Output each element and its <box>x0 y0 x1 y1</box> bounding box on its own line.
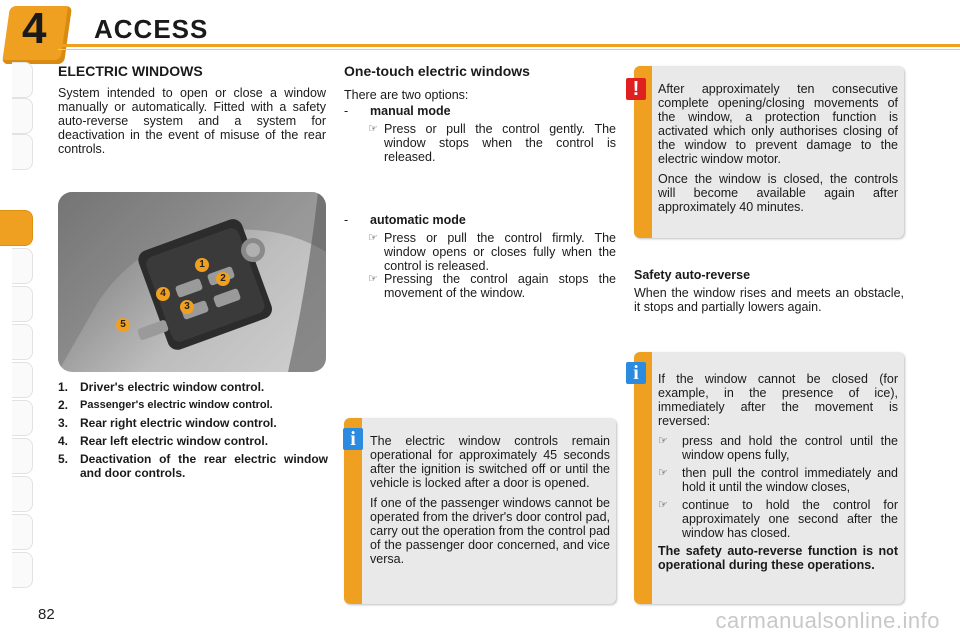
chapter-number: 4 <box>22 4 47 53</box>
side-tab-active[interactable] <box>0 210 33 246</box>
chapter-title: ACCESS <box>94 14 209 44</box>
option-dash: - <box>344 213 349 227</box>
bullet-text: continue to hold the control for approximately one second after the window has closed. <box>682 498 898 540</box>
box-accent-stripe <box>634 352 652 604</box>
side-tab[interactable] <box>12 286 33 322</box>
automatic-bullet <box>368 231 616 273</box>
hand-pointer-icon: ☞ <box>658 467 668 479</box>
info-icon: i <box>343 428 363 450</box>
side-tab[interactable] <box>12 362 33 398</box>
item-text: Rear right electric window control. <box>80 416 277 430</box>
photo-callout: 3 <box>180 300 194 314</box>
warning-icon: ! <box>626 78 646 100</box>
item-number: 5. <box>58 452 69 466</box>
hand-pointer-icon: ☞ <box>368 273 378 285</box>
bullet-text: Press or pull the control gently. The window stops when the control is released. <box>384 122 616 164</box>
warning-box-content <box>658 82 898 220</box>
info-box-content <box>658 372 898 578</box>
warning-paragraph: Once the window is closed, the controls will become available again after approximately 40 minutes. <box>658 172 898 214</box>
info-note: The safety auto-reverse function is not operational during these operations. <box>658 544 898 572</box>
info-paragraph: The electric window controls remain operational for approximately 45 seconds after the ignition is switched off or until the vehicle is locked after a door is opened. <box>370 434 610 490</box>
manual-bullet <box>368 122 616 164</box>
photo-callout: 2 <box>216 272 230 286</box>
item-number: 1. <box>58 380 69 394</box>
intro-text: System intended to open or close a window manually or automatically. Fitted with a safety auto-reverse system and a system for deactivation in the event of misuse of the rear controls. <box>58 86 326 156</box>
bullet-text: press and hold the control until the window opens fully, <box>682 434 898 462</box>
item-number: 3. <box>58 416 69 430</box>
safety-text: When the window rises and meets an obstacle, it stops and partially lowers again. <box>634 286 904 314</box>
list-item <box>58 452 328 480</box>
hand-pointer-icon: ☞ <box>368 123 378 135</box>
side-tab[interactable] <box>12 476 33 512</box>
side-tab[interactable] <box>12 62 33 98</box>
item-text: Deactivation of the rear electric window and door controls. <box>80 452 328 480</box>
info-box-controls <box>344 418 616 604</box>
side-tab[interactable] <box>12 248 33 284</box>
bullet-text: then pull the control immediately and hold it until the window closes, <box>682 466 898 494</box>
option-automatic-label: automatic mode <box>370 213 466 227</box>
item-text: Passenger's electric window control. <box>80 399 273 411</box>
window-controls-photo <box>58 192 326 372</box>
door-panel-illustration <box>58 192 326 372</box>
list-item <box>58 398 328 412</box>
bullet-text: Pressing the control again stops the movement of the window. <box>384 272 616 300</box>
photo-callout: 4 <box>156 287 170 301</box>
page-number: 82 <box>38 606 55 623</box>
header-rule-thin <box>58 49 960 50</box>
bullet-text: Press or pull the control firmly. The window opens or closes fully when the control is released. <box>384 231 616 273</box>
options-intro: There are two options: <box>344 88 469 102</box>
warning-paragraph: After approximately ten consecutive complete opening/closing movements of the window, a protection function is activated which only authorises closing of the window to prevent damage to the electric window motor. <box>658 82 898 166</box>
item-text: Rear left electric window control. <box>80 434 269 448</box>
side-tab[interactable] <box>12 400 33 436</box>
list-item <box>658 498 898 540</box>
side-tab[interactable] <box>12 98 33 134</box>
info-box-auto-reverse <box>634 352 904 604</box>
info-icon: i <box>626 362 646 384</box>
item-text: Driver's electric window control. <box>80 380 265 394</box>
chapter-side-tabs <box>0 62 36 582</box>
automatic-bullet <box>368 272 616 300</box>
side-tab[interactable] <box>12 514 33 550</box>
side-tab[interactable] <box>12 438 33 474</box>
section-title: ELECTRIC WINDOWS <box>58 63 203 79</box>
side-tab[interactable] <box>12 134 33 170</box>
hand-pointer-icon: ☞ <box>658 435 668 447</box>
list-item <box>58 434 328 448</box>
side-tab[interactable] <box>12 552 33 588</box>
info-box-content <box>370 434 610 572</box>
list-item <box>58 416 328 430</box>
watermark: carmanualsonline.info <box>715 608 940 633</box>
option-dash: - <box>344 104 349 118</box>
list-item <box>58 380 328 394</box>
hand-pointer-icon: ☞ <box>658 499 668 511</box>
info-paragraph: If one of the passenger windows cannot be operated from the driver's door control pad, carry out the operation from the control pad of the passenger door concerned, and vice versa. <box>370 496 610 566</box>
hand-pointer-icon: ☞ <box>368 232 378 244</box>
item-number: 4. <box>58 434 69 448</box>
info-bullet-list <box>658 434 898 540</box>
control-legend-list <box>58 380 328 484</box>
list-item <box>658 434 898 462</box>
side-tab[interactable] <box>12 324 33 360</box>
photo-callout: 1 <box>195 258 209 272</box>
option-manual-label: manual mode <box>370 104 451 118</box>
safety-title: Safety auto-reverse <box>634 268 751 282</box>
list-item <box>658 466 898 494</box>
photo-callout: 5 <box>116 318 130 332</box>
section-title-one-touch: One-touch electric windows <box>344 63 530 79</box>
item-number: 2. <box>58 398 69 412</box>
warning-box <box>634 66 904 238</box>
info-intro: If the window cannot be closed (for example, in the presence of ice), immediately after the movement is reversed: <box>658 372 898 428</box>
